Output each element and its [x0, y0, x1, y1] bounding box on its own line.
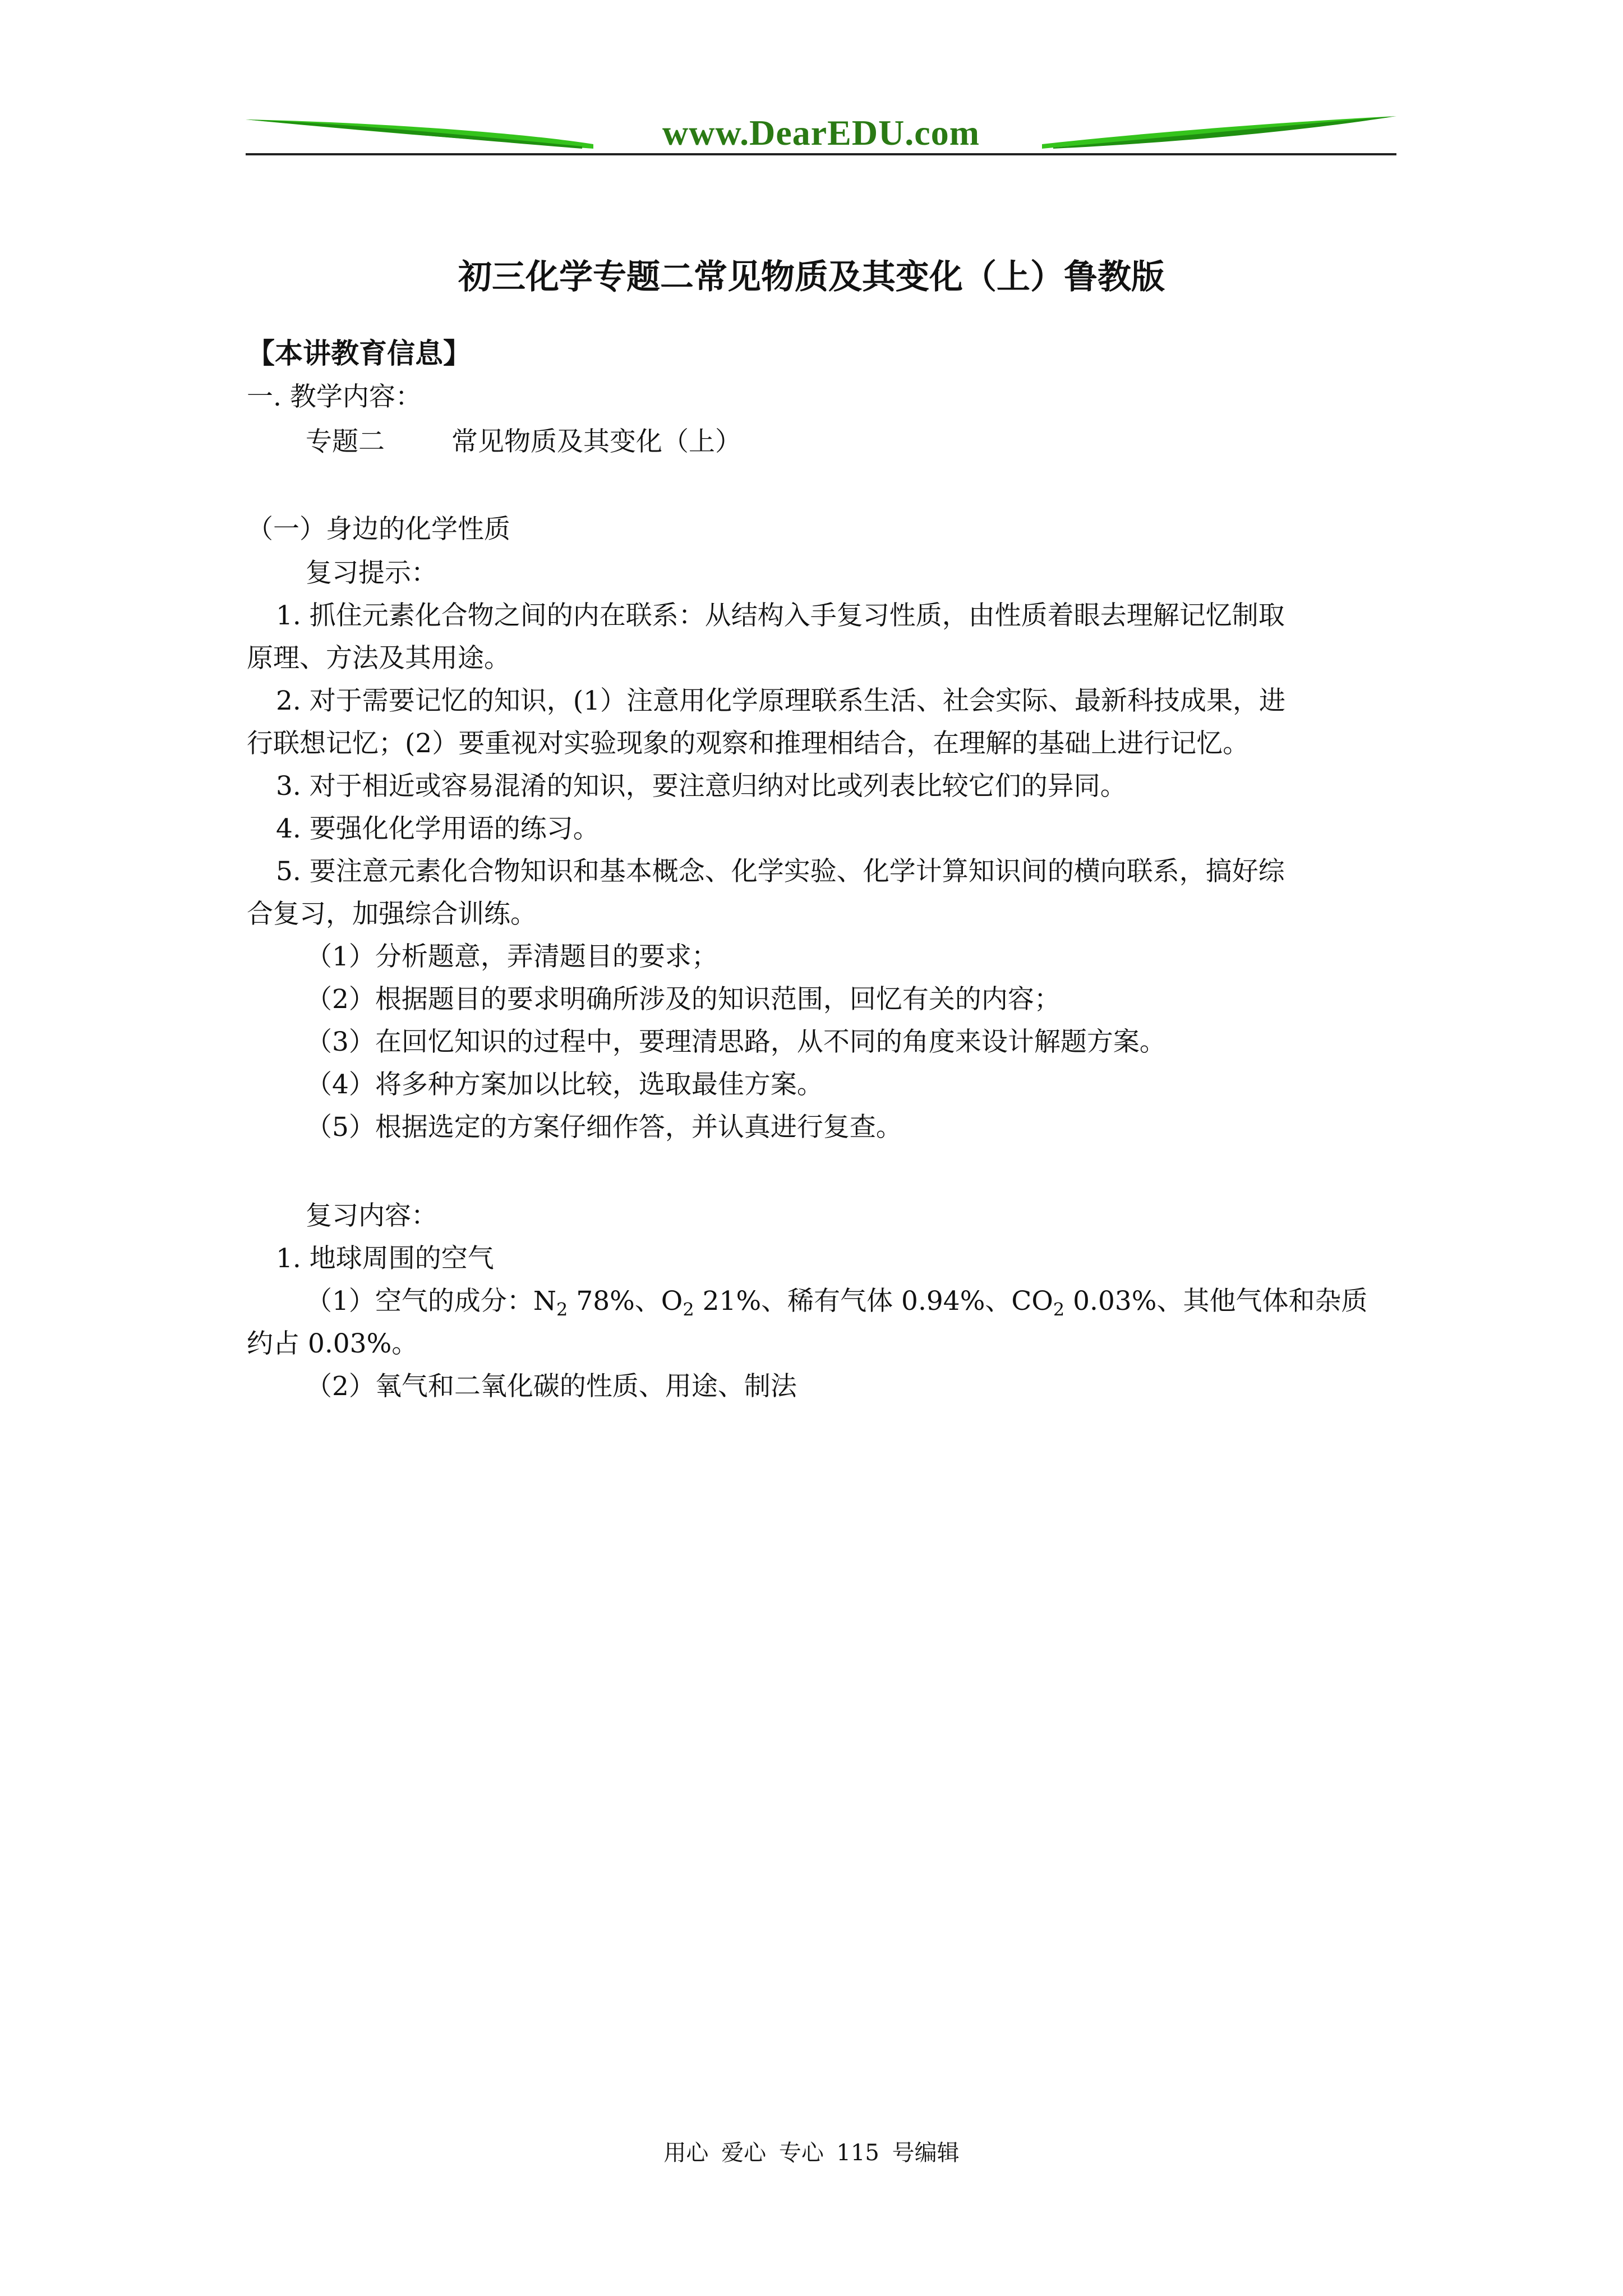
n2-subscript: 2 [556, 1299, 568, 1320]
content-item-2: （2）氧气和二氧化碳的性质、用途、制法 [306, 1371, 797, 1402]
part1-heading: （一）身边的化学性质 [247, 514, 510, 545]
co2-symbol: CO [1011, 1286, 1053, 1317]
n2-value: 78%、 [568, 1286, 661, 1317]
o2-value: 21%、稀有气体 0.94%、 [694, 1286, 1012, 1317]
content-item-1: 1. 地球周围的空气 [276, 1243, 494, 1274]
tip-2-line-2: 行联想记忆；(2）要重视对实验现象的观察和推理相结合，在理解的基础上进行记忆。 [247, 728, 1249, 759]
site-header [246, 109, 1396, 160]
tip-5-line-2: 合复习，加强综合训练。 [247, 899, 537, 930]
tip-5-line-1: 5. 要注意元素化合物知识和基本概念、化学实验、化学计算知识间的横向联系，搞好综 [276, 856, 1285, 887]
n2-symbol: N [533, 1286, 557, 1317]
tip-1-line-2: 原理、方法及其用途。 [247, 643, 510, 674]
tip-2-line-1: 2. 对于需要记忆的知识，(1）注意用化学原理联系生活、社会实际、最新科技成果，进 [276, 685, 1286, 716]
site-name[interactable]: www.DearEDU.com [662, 113, 980, 153]
topic-name: 常见物质及其变化（上） [451, 426, 741, 457]
tip-3: 3. 对于相近或容易混淆的知识，要注意归纳对比或列表比较它们的异同。 [276, 771, 1127, 802]
tip-4: 4. 要强化化学用语的练习。 [276, 813, 600, 844]
air-composition-continuation: 约占 0.03%。 [247, 1328, 418, 1359]
co2-value: 0.03%、其他气体和杂质 [1064, 1286, 1368, 1317]
co2-subscript: 2 [1053, 1299, 1065, 1320]
air-composition-line [306, 1281, 1367, 1322]
step-4: （4）将多种方案加以比较，选取最佳方案。 [306, 1069, 823, 1100]
air-composition-prefix: （1）空气的成分： [306, 1286, 533, 1317]
page-footer: 用心 爱心 专心 115 号编辑 [663, 2140, 960, 2166]
step-3: （3）在回忆知识的过程中，要理清思路，从不同的角度来设计解题方案。 [306, 1027, 1166, 1057]
page-title: 初三化学专题二常见物质及其变化（上）鲁教版 [458, 257, 1165, 297]
o2-subscript: 2 [683, 1299, 694, 1320]
review-content-label: 复习内容： [306, 1200, 437, 1231]
topic-number: 专题二 [306, 426, 385, 457]
step-5: （5）根据选定的方案仔细作答，并认真进行复查。 [306, 1112, 902, 1143]
step-1: （1）分析题意，弄清题目的要求； [306, 941, 718, 972]
review-tips-label: 复习提示： [306, 558, 437, 588]
tip-1-line-1: 1. 抓住元素化合物之间的内在联系：从结构入手复习性质，由性质着眼去理解记忆制取 [276, 600, 1285, 631]
teaching-content-label: 一. 教学内容： [247, 381, 422, 412]
section-info-heading: 【本讲教育信息】 [247, 337, 471, 370]
step-2: （2）根据题目的要求明确所涉及的知识范围，回忆有关的内容； [306, 984, 1061, 1015]
header-rule [246, 153, 1396, 155]
o2-symbol: O [661, 1286, 683, 1317]
